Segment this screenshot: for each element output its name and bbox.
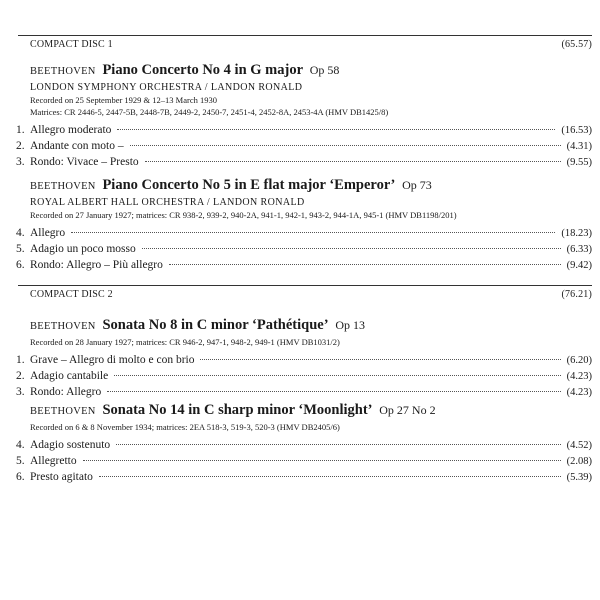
work [16,62,592,170]
dot-leader [130,145,561,146]
work [16,317,592,400]
track-row [16,241,592,257]
composer: BEETHOVEN [30,321,96,332]
track-title: Rondo: Allegro [30,386,102,398]
dot-leader [142,248,561,249]
track-number: 1. [16,124,25,136]
disc-duration: (76.21) [561,289,592,300]
track-title: Adagio sostenuto [30,439,111,451]
dot-leader [116,444,560,445]
track-duration: (4.23) [566,387,592,398]
track-list [16,437,592,485]
track-list [16,225,592,273]
dot-leader [117,129,555,130]
dot-leader [200,359,560,360]
track-duration: (9.55) [566,157,592,168]
work-title-line [30,403,592,419]
recording-info: Recorded on 28 January 1927; matrices: CR 946-2, 947-1, 948-2, 949-1 (HMV DB1031/2) [30,337,340,347]
track-title: Allegro moderato [30,124,112,136]
dot-leader [83,460,561,461]
composer: BEETHOVEN [30,181,96,192]
track-number: 5. [16,455,25,467]
dot-leader [99,476,561,477]
opus-number: Op 73 [402,178,432,192]
dot-leader [71,232,555,233]
recording-info: Recorded on 27 January 1927; matrices: CR 938-2, 939-2, 940-2A, 941-1, 942-1, 943-2, 944-1A, 945-1 (HMV DB1198/201) [30,210,457,220]
track-duration: (6.33) [566,244,592,255]
track-duration: (6.20) [566,355,592,366]
track-number: 6. [16,259,25,271]
track-number: 4. [16,227,25,239]
track-duration: (5.39) [566,472,592,483]
composer: BEETHOVEN [30,406,96,417]
track-number: 4. [16,439,25,451]
work [16,402,592,485]
track-row [16,257,592,273]
recording-info: Recorded on 6 & 8 November 1934; matrices: 2EA 518-3, 519-3, 520-3 (HMV DB2405/6) [30,422,340,432]
track-title: Adagio cantabile [30,370,109,382]
track-duration: (18.23) [561,228,592,239]
track-list [16,122,592,170]
track-row [16,154,592,170]
track-duration: (4.52) [566,440,592,451]
dot-leader [145,161,561,162]
work-title: Piano Concerto No 5 in E flat major ‘Emperor’ [102,177,396,193]
track-title: Andante con moto – [30,140,124,152]
track-number: 2. [16,370,25,382]
track-row [16,384,592,400]
dot-leader [169,264,561,265]
composer: BEETHOVEN [30,66,96,77]
disc-header [18,35,592,50]
track-number: 5. [16,243,25,255]
track-number: 3. [16,156,25,168]
track-row [16,138,592,154]
track-title: Rondo: Vivace – Presto [30,156,139,168]
work-title: Sonata No 14 in C sharp minor ‘Moonlight’ [102,402,373,418]
track-number: 1. [16,354,25,366]
work-title-line [30,318,592,334]
track-row [16,453,592,469]
opus-number: Op 27 No 2 [379,403,436,417]
track-list [16,352,592,400]
track-row [16,469,592,485]
disc-title: COMPACT DISC 1 [30,39,113,50]
track-row [16,368,592,384]
track-title: Presto agitato [30,471,93,483]
opus-number: Op 13 [335,318,365,332]
track-row [16,352,592,368]
work-title: Sonata No 8 in C minor ‘Pathétique’ [102,317,329,333]
track-duration: (2.08) [566,456,592,467]
dot-leader [114,375,560,376]
track-title: Allegro [30,227,66,239]
track-number: 2. [16,140,25,152]
work-title: Piano Concerto No 4 in G major [102,62,304,78]
disc-duration: (65.57) [561,39,592,50]
track-number: 6. [16,471,25,483]
work [16,177,592,273]
track-duration: (9.42) [566,260,592,271]
track-duration: (4.23) [566,371,592,382]
track-duration: (16.53) [561,125,592,136]
track-duration: (4.31) [566,141,592,152]
opus-number: Op 58 [309,63,340,77]
disc-header [18,285,592,300]
track-row [16,225,592,241]
track-title: Allegretto [30,455,77,467]
performers: LONDON SYMPHONY ORCHESTRA / LANDON RONALD [30,82,303,93]
work-title-line [30,178,592,194]
track-title: Adagio un poco mosso [30,243,136,255]
disc-title: COMPACT DISC 2 [30,289,113,300]
work-title-line [30,63,592,79]
track-row [16,122,592,138]
recording-info: Matrices: CR 2446-5, 2447-5B, 2448-7B, 2449-2, 2450-7, 2451-4, 2452-8A, 2453-4A (HMV DB1425/8) [30,107,389,117]
track-title: Rondo: Allegro – Più allegro [30,259,163,271]
track-row [16,437,592,453]
recording-info: Recorded on 25 September 1929 & 12–13 March 1930 [30,95,217,105]
track-number: 3. [16,386,25,398]
dot-leader [107,391,560,392]
track-title: Grave – Allegro di molto e con brio [30,354,195,366]
performers: ROYAL ALBERT HALL ORCHESTRA / LANDON RONALD [30,197,305,208]
